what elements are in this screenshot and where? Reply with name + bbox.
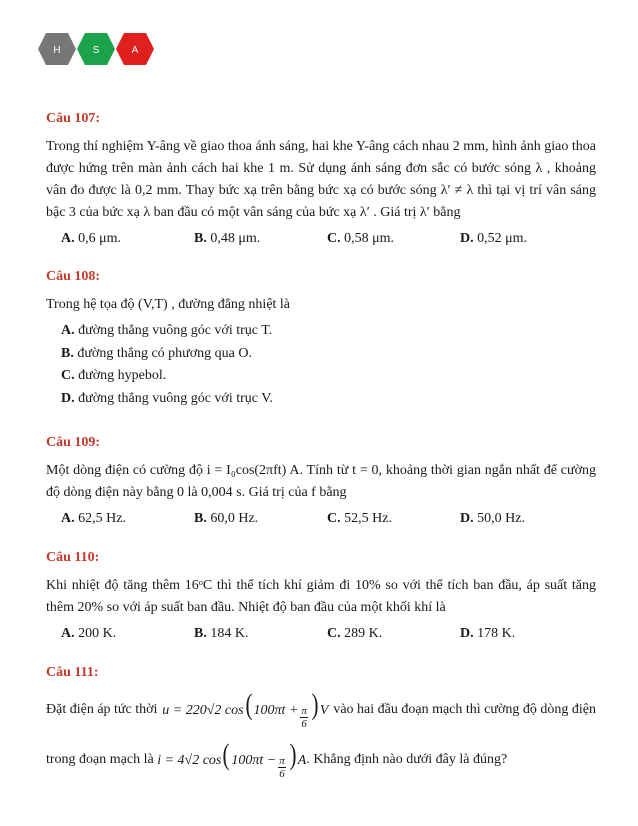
option-d: D. 50,0 Hz.	[460, 511, 525, 526]
question-title: Câu 108:	[46, 269, 101, 284]
answer-options	[46, 623, 596, 645]
question-109	[46, 434, 596, 530]
question-text: Khi nhiệt độ tăng thêm 16ᵒC thì thể tích khí giảm đi 10% so với thể tích ban đầu, áp suất tăng thêm 20% so với áp suất ban đầu. Nhiệt độ ban đầu của một khối khí là	[46, 578, 596, 615]
current-formula: i = 4√2 cos( 100πt − $\frac{\pi}{6}$ ) A	[157, 738, 307, 780]
question-line-1: Đặt điện áp tức thời u = 220√2 cos( 100πt + $\frac{\pi}{6}$ ) V vào hai đầu đoạn mạch thì cường độ dòng điện	[46, 688, 596, 730]
svg-text:S: S	[92, 45, 100, 56]
option-d: D. 0,52 μm.	[460, 231, 528, 246]
option-a: A. đường thẳng vuông góc với trục T.	[61, 323, 273, 338]
svg-text:H: H	[53, 45, 61, 56]
question-107	[46, 110, 596, 250]
option-c: C. đường hypebol.	[61, 368, 167, 383]
option-a: A. 0,6 μm.	[61, 231, 122, 246]
question-title: Câu 107:	[46, 111, 101, 126]
question-line-2: trong đoạn mạch là i = 4√2 cos( 100πt − $\frac{\pi}{6}$ ) A . Khẳng định nào dưới đây là đúng?	[46, 738, 508, 780]
question-title: Câu 111:	[46, 665, 99, 680]
option-b: B. đường thẳng có phương qua O.	[61, 345, 252, 361]
option-c: C. 52,5 Hz.	[327, 511, 392, 526]
question-title: Câu 109:	[46, 435, 101, 450]
answer-options	[46, 508, 596, 530]
question-text: Trong hệ tọa độ (V,T) , đường đẳng nhiệt là	[46, 297, 291, 312]
question-text: Một dòng điện có cường độ i = I₀cos(2πft) A. Tính từ t = 0, khoảng thời gian ngắn nhất để cường độ dòng điện này bằng 0 là 0,004 s. Giá trị của f bằng	[46, 463, 596, 500]
option-b: B. 184 K.	[194, 626, 249, 641]
option-b: B. 60,0 Hz.	[194, 511, 259, 526]
logo-hexagon-h	[38, 33, 76, 65]
question-111	[46, 664, 596, 780]
logo-hexagon-a	[116, 33, 154, 65]
question-110	[46, 549, 596, 645]
option-a: A. 62,5 Hz.	[61, 511, 126, 526]
option-b: B. 0,48 μm.	[194, 231, 261, 246]
option-c: C. 0,58 μm.	[327, 231, 395, 246]
question-title: Câu 110:	[46, 550, 100, 565]
option-a: A. 200 K.	[61, 626, 117, 641]
svg-text:A: A	[131, 45, 139, 56]
answer-options	[46, 228, 596, 250]
option-d: D. 178 K.	[460, 626, 516, 641]
voltage-formula: u = 220√2 cos( 100πt + $\frac{\pi}{6}$ ) V	[162, 688, 329, 730]
question-108	[46, 268, 596, 410]
question-text: Trong thí nghiệm Y-âng về giao thoa ánh sáng, hai khe Y-âng cách nhau 2 mm, hình ảnh giao thoa được hứng trên màn ảnh cách hai khe 1 m. Sử dụng ánh sáng đơn sắc có bước sóng λ , khoảng vân đo được là 0,2 mm. Thay bức xạ trên bằng bức xạ có bước sóng λ′ ≠ λ thì tại vị trí vân sáng bậc 3 của bức xạ λ ban đầu có một vân sáng của bức xạ λ′ . Giá trị λ′ bằng	[46, 139, 596, 220]
logo-hexagon-s	[77, 33, 115, 65]
option-c: C. 289 K.	[327, 626, 383, 641]
hsa-logo	[38, 30, 158, 68]
option-d: D. đường thẳng vuông góc với trục V.	[61, 390, 274, 406]
